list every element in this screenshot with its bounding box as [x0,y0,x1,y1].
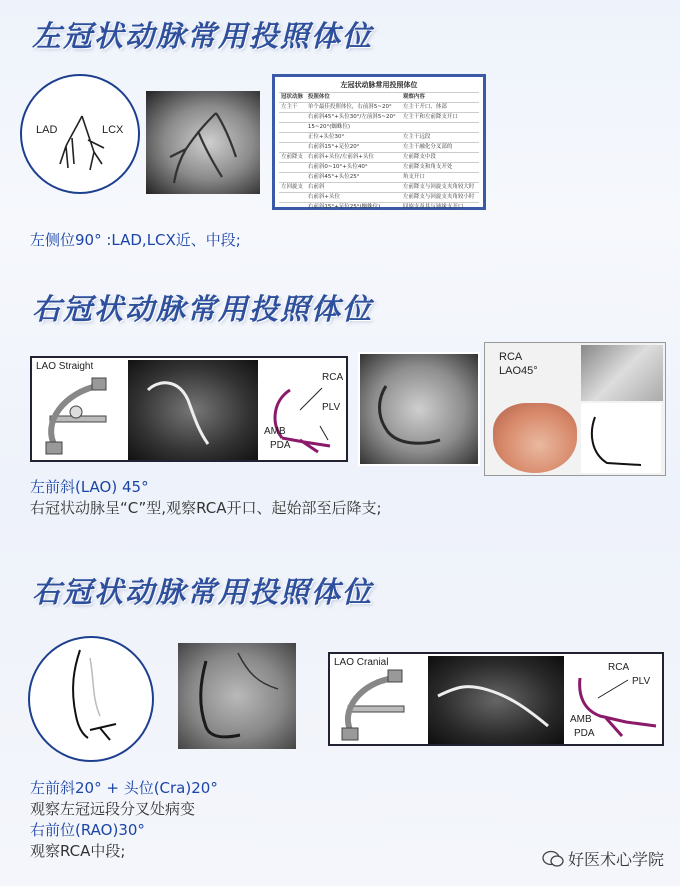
table-cell: 左回旋支 [279,183,306,193]
table-cell: 左主干远段 [401,133,479,143]
section2-caption-line2: 右冠状动脉呈“C”型,观察RCA开口、起始部至后降支; [30,499,382,517]
table-cell [279,193,306,203]
rca-cranial-label: RCA [608,662,630,673]
section3-caption-line4: 观察RCA中段; [30,842,126,860]
table-cell: 右前斜+头位/左前斜+头位 [306,153,401,163]
lao-cranial-label: LAO Cranial [334,657,389,668]
table-cell: 左主干和左前降支开口 [401,113,479,123]
table-cell [279,113,306,123]
table-cell [279,163,306,173]
table-cell: 左前降支与回旋支夹角较小时 [401,193,479,203]
wechat-icon [542,850,564,868]
table-cell: 右前斜0~10°+头位40° [306,163,401,173]
table-cell: 左前降支和角支开处 [401,163,479,173]
lao-straight-panel [30,356,348,462]
lcx-label: LCX [102,124,124,136]
rca-side-label: RCA [499,351,523,363]
table-cell: 角支开口 [401,173,479,183]
table-cell [279,123,306,133]
section3-caption-line2: 观察左冠远段分叉处病变 [30,800,196,818]
table-cell: 左前降支 [279,153,306,163]
table-cell: 15~20°(蜘蛛位) [306,123,401,133]
lca-projection-table [279,92,479,212]
table-cell: 右前斜15°+足位20° [306,143,401,153]
amb-label: AMB [264,426,286,437]
section2-caption-line1: 左前斜(LAO) 45° [30,478,149,496]
table-cell [279,173,306,183]
table-row [279,163,479,173]
table-cell [279,133,306,143]
section3-caption-line3: 右前位(RAO)30° [30,821,145,839]
lca-schematic-circle [20,74,140,194]
lao-cranial-panel [328,652,664,746]
table-cell: 右前斜+头位 [306,193,401,203]
table-row [279,183,479,193]
pda-label: PDA [270,440,291,451]
table-row [279,153,479,163]
table-cell [279,203,306,213]
table-row [279,173,479,183]
rca-angiogram-image [358,352,480,466]
heart-illustration [493,403,577,473]
lca-table-title: 左冠状动脉常用投照体位 [340,81,418,89]
table-cell: 左前降支与回旋支夹角较大时 [401,183,479,193]
table-cell: 正位+头位30° [306,133,401,143]
table-header-cell: 投照体位 [306,93,401,103]
table-cell: 左主干开口、体部 [401,103,479,113]
c-arm-diagram [36,372,132,462]
rca-mid-angiogram [178,643,296,749]
section1-caption: 左侧位90° :LAD,LCX近、中段; [30,231,241,249]
amb-cranial-label: AMB [570,714,592,725]
table-header-cell: 冠状动脉 [279,93,306,103]
section1-title: 左冠状动脉常用投照体位 [32,19,374,53]
rca-label: RCA [322,372,344,383]
rca-schematic [581,403,661,473]
rca-lao45-panel [484,342,666,476]
c-arm-cranial-diagram [334,666,430,746]
table-header-cell: 观察内容 [401,93,479,103]
section2-title: 右冠状动脉常用投照体位 [32,292,374,326]
table-row [279,133,479,143]
section3-title: 右冠状动脉常用投照体位 [32,575,374,609]
table-row [279,123,479,133]
lad-label: LAD [36,124,58,136]
table-row [279,103,479,113]
lao-straight-angiogram [128,360,258,460]
pda-cranial-label: PDA [574,728,595,739]
lao-cranial-angiogram [428,656,564,744]
lao-straight-label: LAO Straight [36,361,94,372]
table-cell: 右前斜15°+足位25°(蜘蛛位) [306,203,401,213]
rca-schematic-circle [28,636,154,762]
table-row [279,203,479,213]
table-cell: 右前斜45°+头位30°/左前斜5~20° [306,113,401,123]
table-cell: 右前斜 [306,183,401,193]
table-row [279,143,479,153]
cath-lab-photo [581,345,663,401]
plv-cranial-label: PLV [632,676,651,687]
watermark [542,847,664,870]
lca-projection-table-panel [272,74,486,210]
lao45-label: LAO45° [499,365,538,377]
table-cell: 左主干 [279,103,306,113]
lca-angiogram-image [146,91,260,194]
table-cell [401,123,479,133]
rca-curve-diagram [30,638,152,760]
table-cell: 左主干融化分叉部的 [401,143,479,153]
plv-label: PLV [322,402,341,413]
section3-caption-line1: 左前斜20° + 头位(Cra)20° [30,779,218,797]
table-cell: 右前斜45°+头位25° [306,173,401,183]
watermark-text: 好医术心学院 [567,850,664,869]
table-row [279,113,479,123]
table-row [279,193,479,203]
table-cell: 单个最佳投照体位，右前斜5~20° [306,103,401,113]
table-cell [279,143,306,153]
table-cell: 左前降支中段 [401,153,479,163]
table-cell: 回旋支及其与钝缘支开口 [401,203,479,213]
